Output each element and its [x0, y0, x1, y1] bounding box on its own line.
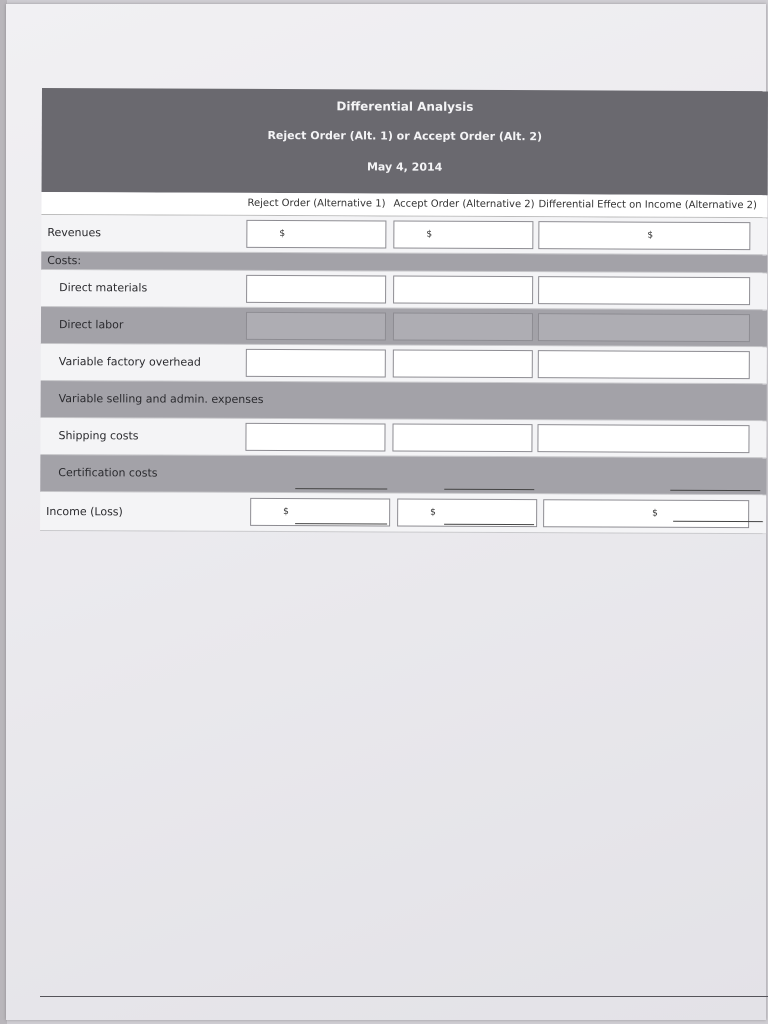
differential-analysis-table — [40, 88, 768, 534]
shipping-reject-input[interactable] — [245, 423, 385, 452]
shipping-accept-input[interactable] — [392, 424, 532, 453]
direct-materials-differential-input[interactable] — [538, 276, 750, 305]
column-header-differential: Differential Effect on Income (Alternative 2) — [538, 199, 757, 212]
variable-overhead-differential-input[interactable] — [538, 350, 750, 379]
certification-reject-underline — [295, 488, 387, 489]
income-reject-input[interactable]: $ — [250, 498, 390, 527]
revenues-differential-input[interactable]: $ — [538, 221, 750, 250]
table-row-certification — [40, 455, 766, 495]
table-row-revenues — [41, 215, 767, 255]
table-header — [42, 88, 768, 195]
direct-materials-reject-input[interactable] — [246, 275, 386, 304]
revenues-reject-input[interactable]: $ — [246, 220, 386, 249]
shipping-differential-input[interactable] — [537, 424, 749, 453]
direct-labor-differential-input[interactable] — [538, 313, 750, 342]
direct-labor-reject-input[interactable] — [246, 312, 386, 341]
row-label-direct-materials: Direct materials — [59, 281, 148, 295]
table-subtitle: Reject Order (Alt. 1) or Accept Order (Alt. 2) — [267, 128, 543, 144]
row-label-revenues: Revenues — [47, 226, 102, 240]
row-label-income: Income (Loss) — [46, 505, 123, 519]
direct-labor-accept-input[interactable] — [393, 313, 533, 342]
table-date: May 4, 2014 — [366, 160, 443, 174]
page-bottom-rule — [40, 996, 768, 997]
income-accept-input[interactable]: $ — [397, 499, 537, 528]
direct-materials-accept-input[interactable] — [393, 276, 533, 305]
column-headers — [41, 192, 767, 218]
certification-differential-underline — [670, 490, 760, 491]
row-label-certification: Certification costs — [58, 466, 158, 480]
row-label-direct-labor: Direct labor — [58, 318, 124, 332]
table-row-direct-materials — [41, 270, 767, 310]
row-label-costs: Costs: — [47, 254, 82, 268]
row-label-variable-overhead: Variable factory overhead — [58, 355, 201, 369]
table-row-variable-overhead — [41, 344, 767, 384]
certification-accept-underline — [444, 489, 534, 490]
income-differential-input[interactable]: $ — [543, 499, 749, 528]
table-title: Differential Analysis — [336, 99, 474, 114]
row-label-variable-selling: Variable selling and admin. expenses — [58, 392, 264, 406]
variable-overhead-reject-input[interactable] — [246, 349, 386, 378]
column-header-reject: Reject Order (Alternative 1) — [247, 197, 386, 210]
table-row-income — [40, 492, 766, 534]
revenues-accept-input[interactable]: $ — [393, 221, 533, 250]
table-row-variable-selling — [41, 381, 767, 421]
variable-overhead-accept-input[interactable] — [393, 350, 533, 379]
table-row-shipping — [40, 418, 766, 458]
table-row-direct-labor — [41, 307, 767, 347]
column-header-accept: Accept Order (Alternative 2) — [393, 198, 535, 211]
row-label-shipping: Shipping costs — [58, 429, 139, 443]
